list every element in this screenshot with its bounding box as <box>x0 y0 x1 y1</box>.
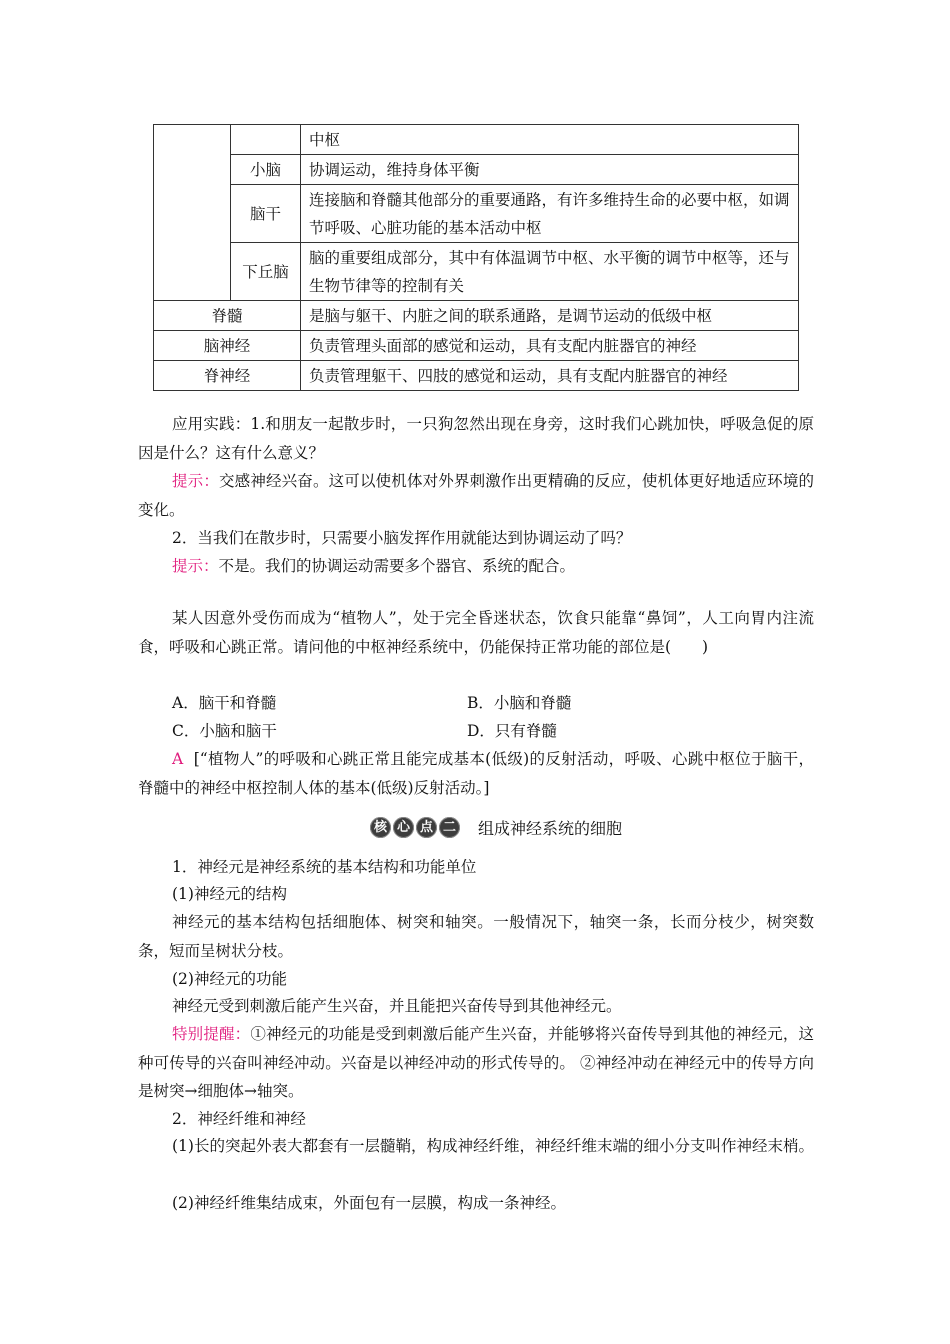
table-row <box>154 155 799 185</box>
table-cell-group: 脊髓 <box>154 301 301 331</box>
section-badge <box>370 817 460 838</box>
heading-2: 2．神经纤维和神经 <box>172 1110 306 1128</box>
table-cell-desc: 中枢 <box>301 125 799 155</box>
option-c: C．小脑和脑干 <box>172 722 277 740</box>
practice-answer-2 <box>138 552 814 581</box>
table-cell-desc: 连接脑和脊髓其他部分的重要通路，有许多维持生命的必要中枢，如调节呼吸、心脏功能的基本活动中枢 <box>301 185 799 243</box>
paragraph-3: (1)长的突起外表大都套有一层髓鞘，构成神经纤维，神经纤维末端的细小分支叫作神经末梢。 <box>172 1137 814 1155</box>
table-cell-part: 脑干 <box>231 185 301 243</box>
section-title: 组成神经系统的细胞 <box>478 818 623 838</box>
practice-answer-1 <box>138 467 814 524</box>
explanation-text: [“植物人”的呼吸和心跳正常且能完成基本(低级)的反射活动，呼吸、心跳中枢位于脑干，脊髓中的神经中枢控制人体的基本(低级)反射活动。] <box>138 750 814 797</box>
paragraph-4: (2)神经纤维集结成束，外面包有一层膜，构成一条神经。 <box>172 1194 566 1212</box>
table-row <box>154 301 799 331</box>
note-label: 特别提醒： <box>172 1025 251 1043</box>
table-cell-group: 脑神经 <box>154 331 301 361</box>
badge-char: 二 <box>439 817 460 838</box>
hint-label: 提示： <box>172 472 219 490</box>
practice-question-1: 应用实践：1.和朋友一起散步时，一只狗忽然出现在身旁，这时我们心跳加快，呼吸急促的原因是什么？这有什么意义？ <box>138 415 814 462</box>
subheading-1: (1)神经元的结构 <box>172 885 287 903</box>
table-cell-part: 小脑 <box>231 155 301 185</box>
heading-1: 1．神经元是神经系统的基本结构和功能单位 <box>172 858 477 876</box>
hint-label: 提示： <box>172 557 219 575</box>
table-cell-desc: 协调运动，维持身体平衡 <box>301 155 799 185</box>
table-row <box>154 361 799 391</box>
table-cell-desc: 负责管理头面部的感觉和运动，具有支配内脏器官的神经 <box>301 331 799 361</box>
answer-explanation <box>138 745 814 802</box>
badge-char: 点 <box>416 817 437 838</box>
hint-text: 交感神经兴奋。这可以使机体对外界刺激作出更精确的反应，使机体更好地适应环境的变化。 <box>138 472 814 519</box>
section-heading <box>370 814 622 840</box>
note-text: ①神经元的功能是受到刺激后能产生兴奋，并能够将兴奋传导到其他的神经元，这种可传导的兴奋叫神经冲动。兴奋是以神经冲动的形式传导的。 ②神经冲动在神经元中的传导方向是树突→细胞体→轴突。 <box>138 1025 814 1100</box>
special-note <box>138 1020 814 1106</box>
practice-question-2: 2．当我们在散步时，只需要小脑发挥作用就能达到协调运动了吗？ <box>172 529 632 547</box>
option-d: D．只有脊髓 <box>467 722 557 740</box>
table-row <box>154 125 799 155</box>
table-cell-desc: 负责管理躯干、四肢的感觉和运动，具有支配内脏器官的神经 <box>301 361 799 391</box>
table-row <box>154 243 799 301</box>
table-cell-part: 下丘脑 <box>231 243 301 301</box>
answer-letter: A <box>172 750 184 768</box>
option-b: B．小脑和脊髓 <box>467 694 572 712</box>
hint-text: 不是。我们的协调运动需要多个器官、系统的配合。 <box>218 557 576 575</box>
table-row <box>154 331 799 361</box>
badge-char: 心 <box>393 817 414 838</box>
table-cell-desc: 脑的重要组成部分，其中有体温调节中枢、水平衡的调节中枢等，还与生物节律等的控制有关 <box>301 243 799 301</box>
option-a: A．脑干和脊髓 <box>172 694 277 712</box>
badge-char: 核 <box>370 817 391 838</box>
paragraph-2: 神经元受到刺激后能产生兴奋，并且能把兴奋传导到其他神经元。 <box>172 997 622 1015</box>
table-row <box>154 185 799 243</box>
paragraph-1: 神经元的基本结构包括细胞体、树突和轴突。一般情况下，轴突一条，长而分枝少，树突数条，短而呈树状分枝。 <box>138 913 814 960</box>
table-cell-part <box>231 125 301 155</box>
nervous-system-table <box>153 124 799 391</box>
subheading-2: (2)神经元的功能 <box>172 970 287 988</box>
question-stem: 某人因意外受伤而成为“植物人”，处于完全昏迷状态，饮食只能靠“鼻饲”，人工向胃内注流食，呼吸和心跳正常。请问他的中枢神经系统中，仍能保持正常功能的部位是( ) <box>138 609 814 656</box>
table-cell-brain-group <box>154 125 231 301</box>
table-cell-desc: 是脑与躯干、内脏之间的联系通路，是调节运动的低级中枢 <box>301 301 799 331</box>
table-cell-group: 脊神经 <box>154 361 301 391</box>
